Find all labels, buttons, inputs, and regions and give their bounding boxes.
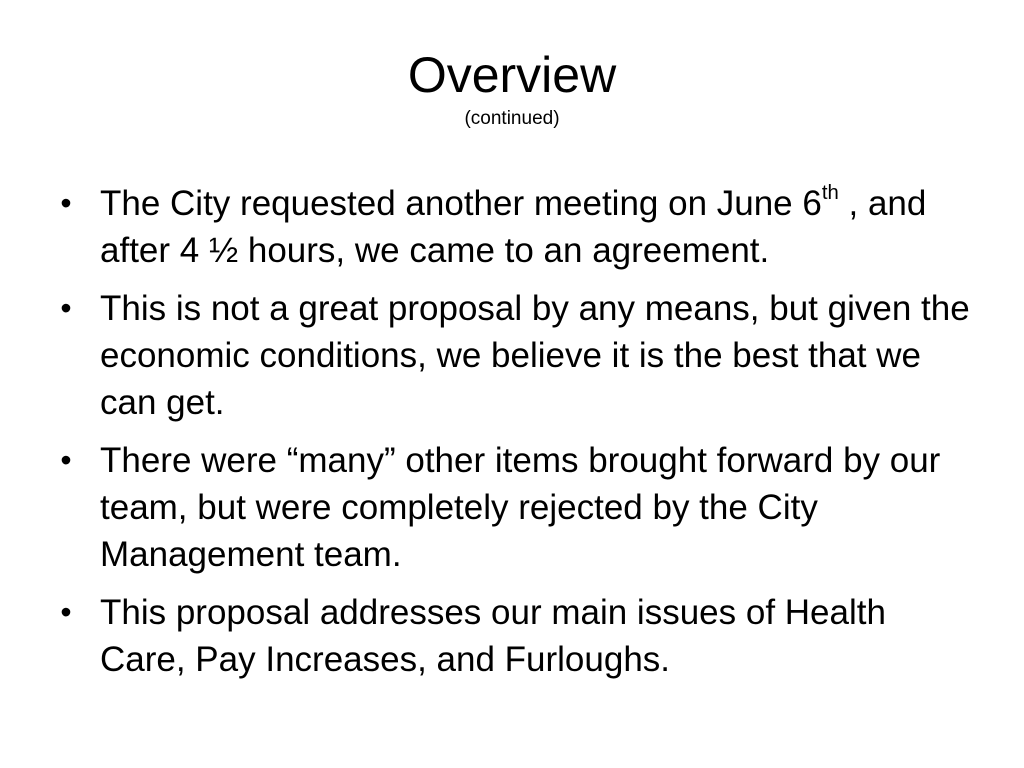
bullet-item [56,285,976,426]
bullet-item [56,589,976,683]
bullet-text-part: The City requested another meeting on June 6 [100,184,822,223]
slide-title: Overview [407,47,617,103]
bullet-text: This is not a great proposal by any means, but given the economic conditions, we believe it is the best that we can get. [100,289,970,422]
bullet-dot-icon: • [60,594,72,630]
bullet-text: There were “many” other items brought forward by our team, but were completely rejected by the City Management team. [100,441,941,574]
bullet-dot-icon: • [60,185,72,221]
bullet-list [56,180,976,694]
bullet-text-part: , and after 4 ½ hours, we came to an agreement. [100,184,927,270]
bullet-item [56,180,976,274]
bullet-dot-icon: • [60,442,72,478]
ordinal-suffix: th [821,182,839,205]
bullet-item [56,437,976,578]
title-block [0,48,1024,131]
bullet-text: This proposal addresses our main issues of Health Care, Pay Increases, and Furloughs. [100,593,886,679]
bullet-dot-icon: • [60,290,72,326]
slide-subtitle: (continued) [464,108,560,129]
